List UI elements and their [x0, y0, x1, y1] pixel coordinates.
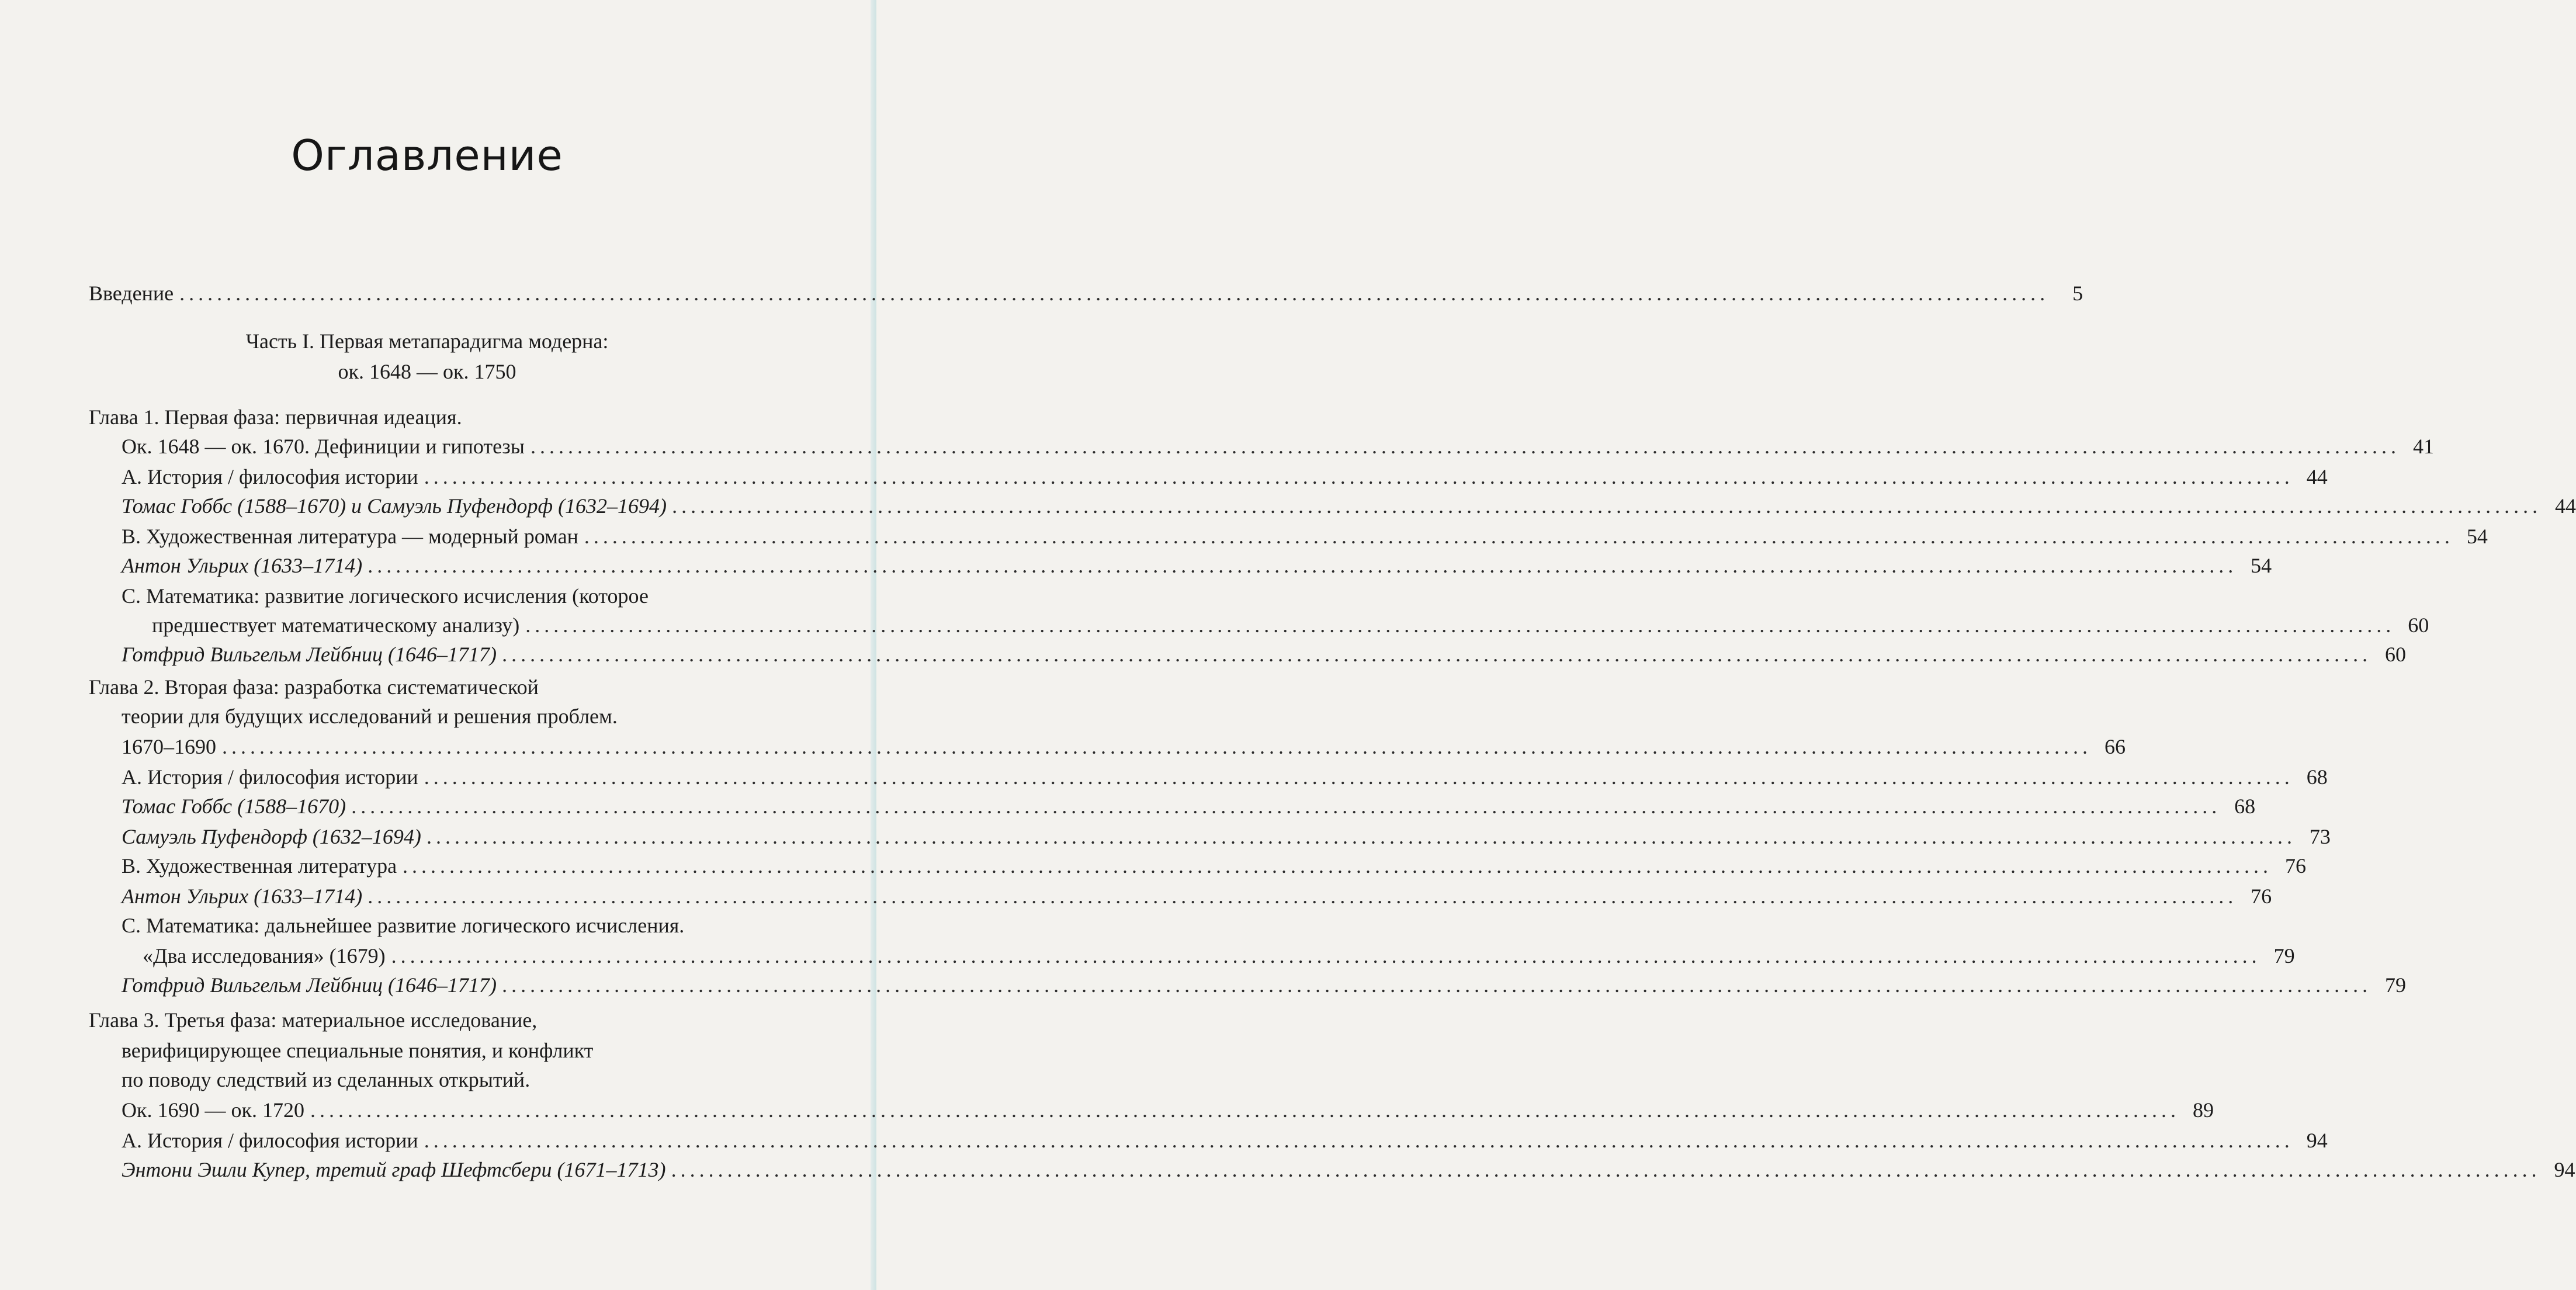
- leader-dots: ........................................................................................................................................................................................................: [671, 1158, 2542, 1181]
- page-number: 54: [2466, 525, 2488, 548]
- entry-label: «Два исследования» (1679): [143, 944, 386, 968]
- leader-dots: ........................................................................................................................................................................................................: [584, 525, 2454, 548]
- page-number: 79: [2384, 973, 2406, 997]
- leader-dots: ........................................................................................................................................................................................................: [525, 613, 2395, 637]
- toc-entry[interactable]: [122, 550, 2272, 581]
- part-line-1: Часть I. Первая метапарадигма модерна:: [245, 330, 609, 353]
- entry-label: Ок. 1690 — ок. 1720: [122, 1098, 304, 1122]
- toc-entry-line: С. Математика: дальнейшее развитие логического исчисления.: [122, 914, 685, 937]
- leader-dots: ........................................................................................................................................................................................................: [368, 554, 2238, 577]
- toc-entry-line: С. Математика: развитие логического исчисления (которое: [122, 584, 649, 608]
- part-line-2: ок. 1648 — ок. 1750: [338, 360, 516, 383]
- toc-entry[interactable]: [122, 791, 2256, 821]
- page-number: 94: [2306, 1129, 2328, 1152]
- page-number: 73: [2309, 825, 2331, 848]
- entry-label: В. Художественная литература: [122, 854, 397, 878]
- page-number: 54: [2251, 554, 2272, 577]
- toc-entry[interactable]: [122, 851, 2307, 881]
- entry-label: Ок. 1648 — ок. 1670. Дефиниции и гипотезы: [122, 435, 525, 458]
- chapter-3-heading-cont: верифицирующее специальные понятия, и конфликт: [122, 1039, 594, 1062]
- leader-dots: ........................................................................................................................................................................................................: [391, 944, 2261, 968]
- leader-dots: ........................................................................................................................................................................................................: [403, 854, 2273, 878]
- leader-dots: ........................................................................................................................................................................................................: [310, 1098, 2180, 1122]
- page-number: 76: [2285, 854, 2307, 878]
- entry-label: Готфрид Вильгельм Лейбниц (1646–1717): [122, 973, 497, 997]
- toc-entry-introduction[interactable]: [89, 278, 2083, 308]
- entry-label: Самуэль Пуфендорф (1632–1694): [122, 825, 421, 848]
- chapter-1-subline[interactable]: [122, 431, 2434, 462]
- toc-entry[interactable]: [122, 881, 2272, 911]
- entry-label: предшествует математическому анализу): [152, 613, 520, 637]
- entry-label: А. История / философия истории: [122, 465, 418, 488]
- toc-entry[interactable]: [122, 639, 2406, 670]
- entry-label: В. Художественная литература — модерный роман: [122, 525, 578, 548]
- toc-entry[interactable]: [122, 1125, 2328, 1156]
- chapter-3-heading-cont: по поводу следствий из сделанных открытий.: [122, 1068, 531, 1091]
- leader-dots: ........................................................................................................................................................................................................: [530, 435, 2400, 458]
- chapter-2-heading: Глава 2. Вторая фаза: разработка систематической: [89, 675, 539, 699]
- page-number: 41: [2412, 435, 2434, 458]
- chapter-2-heading-cont: теории для будущих исследований и решения проблем.: [122, 705, 618, 728]
- toc-entry[interactable]: [122, 491, 2576, 521]
- toc-entry[interactable]: [143, 941, 2295, 971]
- page-number: 79: [2273, 944, 2295, 968]
- leader-dots: ........................................................................................................................................................................................................: [179, 282, 2050, 305]
- toc-entry[interactable]: [122, 521, 2488, 552]
- toc-entry[interactable]: [122, 462, 2328, 492]
- entry-label: 1670–1690: [122, 735, 216, 758]
- leader-dots: ........................................................................................................................................................................................................: [352, 795, 2222, 818]
- toc-entry[interactable]: [122, 1154, 2575, 1185]
- toc-entry[interactable]: [122, 970, 2406, 1000]
- entry-label: А. История / философия истории: [122, 765, 418, 789]
- entry-label: Готфрид Вильгельм Лейбниц (1646–1717): [122, 643, 497, 666]
- chapter-1-heading: Глава 1. Первая фаза: первичная идеация.: [89, 405, 462, 429]
- chapter-3-subline[interactable]: [122, 1095, 2214, 1125]
- page-number: 89: [2192, 1098, 2214, 1122]
- page-number: 94: [2554, 1158, 2575, 1181]
- leader-dots: ........................................................................................................................................................................................................: [672, 494, 2543, 518]
- entry-label: Антон Ульрих (1633–1714): [122, 554, 363, 577]
- leader-dots: ........................................................................................................................................................................................................: [368, 885, 2238, 908]
- leader-dots: ........................................................................................................................................................................................................: [424, 1129, 2294, 1152]
- leader-dots: ........................................................................................................................................................................................................: [424, 465, 2294, 488]
- page-number: 66: [2105, 735, 2126, 758]
- part-heading: [89, 326, 765, 387]
- table-of-contents: [89, 0, 2576, 1290]
- page-number: 68: [2306, 765, 2328, 789]
- toc-entry[interactable]: [152, 610, 2429, 640]
- chapter-2-subline[interactable]: [122, 731, 2126, 762]
- page-number: 44: [2555, 494, 2576, 518]
- page-number: 60: [2408, 613, 2429, 637]
- toc-entry[interactable]: [122, 821, 2331, 852]
- page-number: 76: [2251, 885, 2272, 908]
- entry-label: Антон Ульрих (1633–1714): [122, 885, 363, 908]
- leader-dots: ........................................................................................................................................................................................................: [502, 643, 2372, 666]
- page-title: Оглавление: [291, 131, 563, 180]
- chapter-3-heading: Глава 3. Третья фаза: материальное исследование,: [89, 1008, 538, 1032]
- leader-dots: ........................................................................................................................................................................................................: [424, 765, 2294, 789]
- entry-label: Энтони Эшли Купер, третий граф Шефтсбери (1671–1713): [122, 1158, 666, 1181]
- page-number: 44: [2306, 465, 2328, 488]
- leader-dots: ........................................................................................................................................................................................................: [502, 973, 2372, 997]
- page-number: 68: [2234, 795, 2256, 818]
- page-number: 60: [2384, 643, 2406, 666]
- toc-entry[interactable]: [122, 762, 2328, 792]
- entry-label: Введение: [89, 282, 174, 305]
- page-number: 5: [2072, 282, 2083, 305]
- entry-label: Томас Гоббс (1588–1670) и Самуэль Пуфендорф (1632–1694): [122, 494, 667, 518]
- leader-dots: ........................................................................................................................................................................................................: [222, 735, 2092, 758]
- leader-dots: ........................................................................................................................................................................................................: [427, 825, 2297, 848]
- entry-label: Томас Гоббс (1588–1670): [122, 795, 346, 818]
- entry-label: А. История / философия истории: [122, 1129, 418, 1152]
